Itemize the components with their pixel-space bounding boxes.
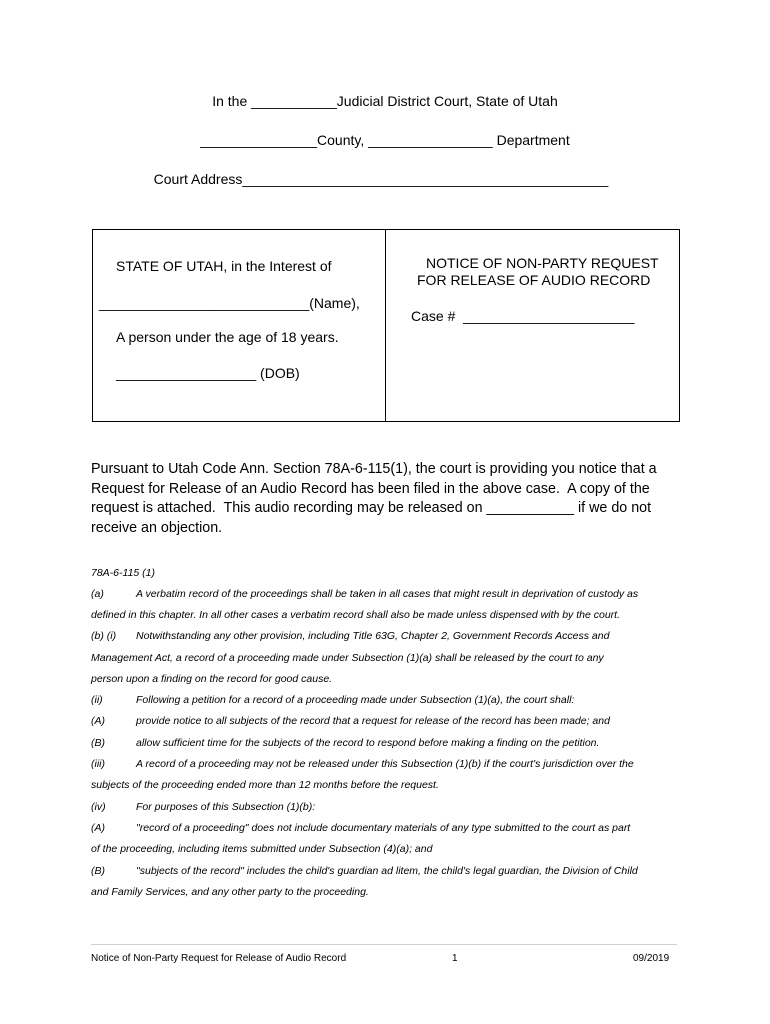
notice-paragraph [91, 460, 691, 538]
notice-title-line2: FOR RELEASE OF AUDIO RECORD [417, 272, 651, 288]
statute-label: (b) (i) [91, 630, 117, 642]
statute-label: (iii) [91, 758, 105, 770]
statute-text: provide notice to all subjects of the record that a request for release of the record has been made; and [136, 715, 610, 727]
dob-line: __________________ (DOB) [116, 365, 300, 381]
notice-title-line1: NOTICE OF NON-PARTY REQUEST [426, 255, 659, 271]
statute-label: (ii) [91, 694, 103, 706]
statute-continuation: and Family Services, and any other party to the proceeding. [91, 886, 369, 898]
state-of-utah-line: STATE OF UTAH, in the Interest of [116, 258, 332, 274]
statute-label: (iv) [91, 801, 106, 813]
statute-continuation: of the proceeding, including items submitted under Subsection (4)(a); and [91, 843, 433, 855]
minor-age-line: A person under the age of 18 years. [116, 329, 339, 345]
footer-rule [91, 944, 677, 945]
case-caption-box [92, 229, 680, 422]
county-line: _______________County, ________________ Department [200, 132, 570, 148]
statute-text: allow sufficient time for the subjects of the record to respond before making a finding on the petition. [136, 737, 600, 749]
statute-text: For purposes of this Subsection (1)(b): [136, 801, 316, 813]
court-line: In the ___________Judicial District Court, State of Utah [212, 93, 558, 109]
case-number-line: Case # ______________________ [411, 308, 635, 324]
footer-page-number: 1 [452, 953, 458, 964]
statute-label: (a) [91, 588, 104, 600]
statute-label: (A) [91, 715, 105, 727]
statute-continuation: defined in this chapter. In all other cases a verbatim record shall also be made unless dispensed with by the court. [91, 609, 620, 621]
statute-continuation: person upon a finding on the record for good cause. [91, 673, 333, 685]
statute-text: "record of a proceeding" does not include documentary materials of any type submitted to the court as part [136, 822, 631, 834]
statute-text: Notwithstanding any other provision, including Title 63G, Chapter 2, Government Records Access and [136, 630, 610, 642]
statute-label: (B) [91, 865, 105, 877]
footer-title: Notice of Non-Party Request for Release of Audio Record [91, 953, 347, 964]
caption-divider [385, 230, 386, 421]
notice-line: Request for Release of an Audio Record has been filed in the above case. A copy of the [91, 480, 650, 497]
statute-label: (A) [91, 822, 105, 834]
statute-label: (B) [91, 737, 105, 749]
statute-continuation: subjects of the proceeding ended more than 12 months before the request. [91, 779, 439, 791]
notice-line: receive an objection. [91, 519, 223, 536]
court-address-line: Court Address_______________________________________________ [153, 171, 609, 187]
statute-continuation: Management Act, a record of a proceeding made under Subsection (1)(a) shall be released by the court to any [91, 652, 604, 664]
footer-date: 09/2019 [633, 953, 670, 964]
notice-line: Pursuant to Utah Code Ann. Section 78A-6-115(1), the court is providing you notice that a [91, 461, 657, 477]
statute-text: A record of a proceeding may not be released under this Subsection (1)(b) if the court's jurisdiction over the [136, 758, 634, 770]
statute-text: A verbatim record of the proceedings shall be taken in all cases that might result in deprivation of custody as [136, 588, 639, 600]
name-line: ___________________________(Name), [99, 295, 360, 311]
statute-heading: 78A-6-115 (1) [91, 567, 156, 579]
notice-line: request is attached. This audio recording may be released on ___________ if we do not [91, 500, 652, 517]
statute-text: Following a petition for a record of a proceeding made under Subsection (1)(a), the court shall: [136, 694, 575, 706]
statute-text: "subjects of the record" includes the child's guardian ad litem, the child's legal guardian, the Division of Child [136, 865, 638, 877]
